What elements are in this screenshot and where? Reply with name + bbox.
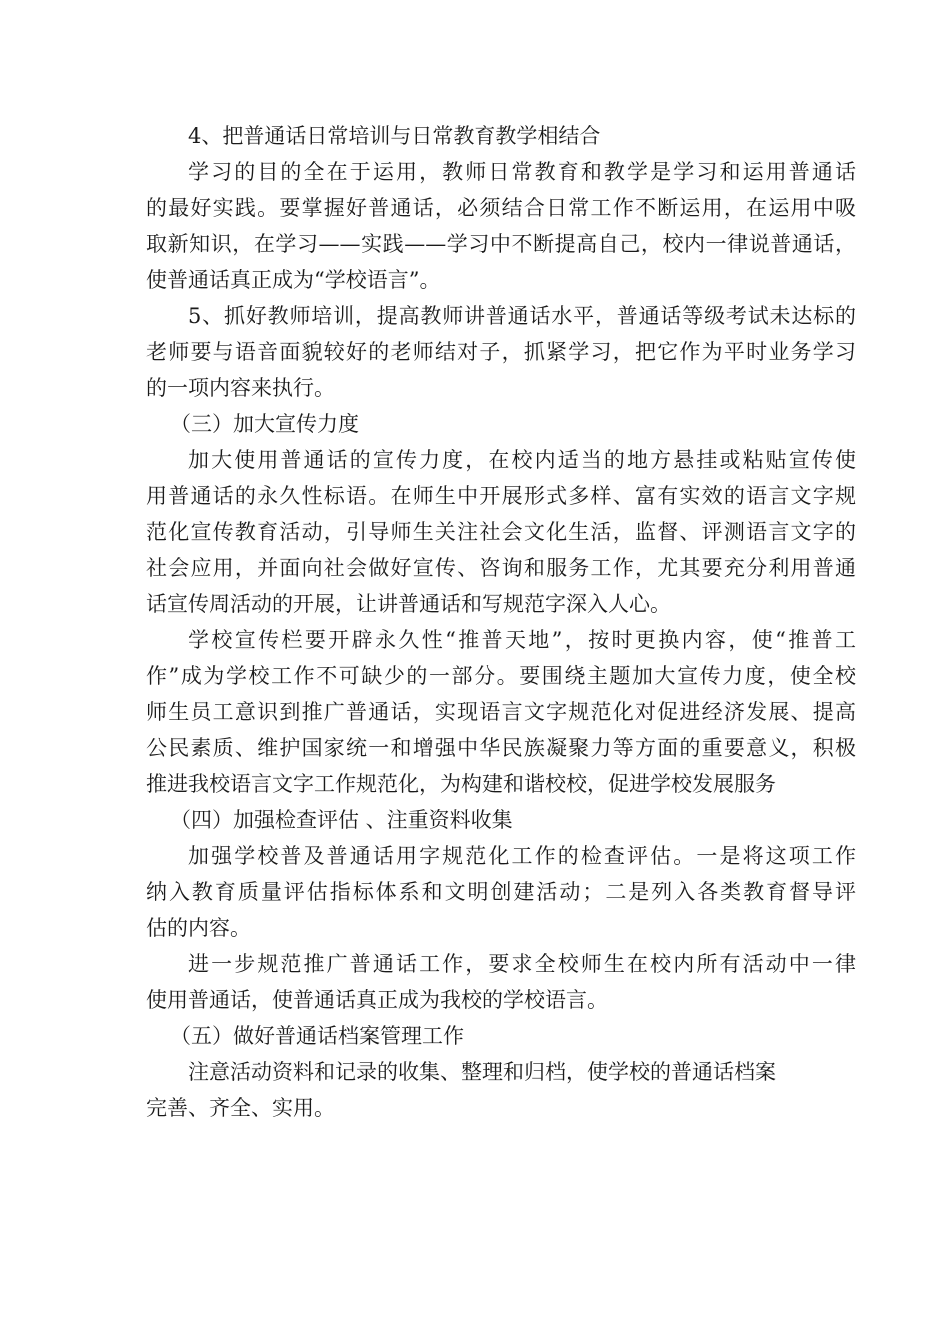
text-line: 4、把普通话日常培训与日常教育教学相结合	[188, 124, 601, 148]
text-line: 话宣传周活动的开展，让讲普通话和写规范字深入人心。	[146, 592, 671, 616]
text-line: 注意活动资料和记录的收集、整理和归档，使学校的普通话档案	[188, 1060, 776, 1084]
text-line: 加强学校普及普通话用字规范化工作的检查评估。一是将这项工作	[188, 844, 856, 868]
text-line: 作”成为学校工作不可缺少的一部分。要围绕主题加大宣传力度，使全校	[146, 664, 856, 688]
text-line: 学习的目的全在于运用，教师日常教育和教学是学习和运用普通话	[188, 160, 856, 184]
text-line: 完善、齐全、实用。	[146, 1096, 335, 1120]
text-line: 公民素质、维护国家统一和增强中华民族凝聚力等方面的重要意义，积极	[146, 736, 856, 760]
text-line: 使普通话真正成为“学校语言”。	[146, 268, 441, 292]
section-heading: （五）做好普通话档案管理工作	[170, 1024, 464, 1048]
text-line: 老师要与语音面貌较好的老师结对子，抓紧学习，把它作为平时业务学习	[146, 340, 856, 364]
text-line: 估的内容。	[146, 916, 251, 940]
text-line: 的一项内容来执行。	[146, 376, 335, 400]
text-line: 纳入教育质量评估指标体系和文明创建活动；二是列入各类教育督导评	[146, 880, 856, 904]
text-line: 取新知识，在学习——实践——学习中不断提高自己，校内一律说普通话，	[146, 232, 856, 256]
document-body	[146, 118, 856, 1126]
text-line: 的最好实践。要掌握好普通话，必须结合日常工作不断运用，在运用中吸	[146, 196, 856, 220]
text-line: 进一步规范推广普通话工作，要求全校师生在校内所有活动中一律	[188, 952, 856, 976]
text-line: 学校宣传栏要开辟永久性“推普天地”，按时更换内容，使“推普工	[188, 628, 856, 652]
section-heading: （三）加大宣传力度	[170, 412, 359, 436]
text-line: 师生员工意识到推广普通话，实现语言文字规范化对促进经济发展、提高	[146, 700, 856, 724]
text-line: 社会应用，并面向社会做好宣传、咨询和服务工作，尤其要充分利用普通	[146, 556, 856, 580]
text-line: 使用普通话，使普通话真正成为我校的学校语言。	[146, 988, 608, 1012]
text-line: 5、抓好教师培训，提高教师讲普通话水平，普通话等级考试未达标的	[188, 304, 856, 328]
section-heading: （四）加强检查评估 、注重资料收集	[170, 808, 513, 832]
text-line: 范化宣传教育活动，引导师生关注社会文化生活，监督、评测语言文字的	[146, 520, 856, 544]
text-line: 加大使用普通话的宣传力度，在校内适当的地方悬挂或粘贴宣传使	[188, 448, 856, 472]
text-line: 用普通话的永久性标语。在师生中开展形式多样、富有实效的语言文字规	[146, 484, 856, 508]
text-line: 推进我校语言文字工作规范化，为构建和谐校校，促进学校发展服务	[146, 772, 776, 796]
